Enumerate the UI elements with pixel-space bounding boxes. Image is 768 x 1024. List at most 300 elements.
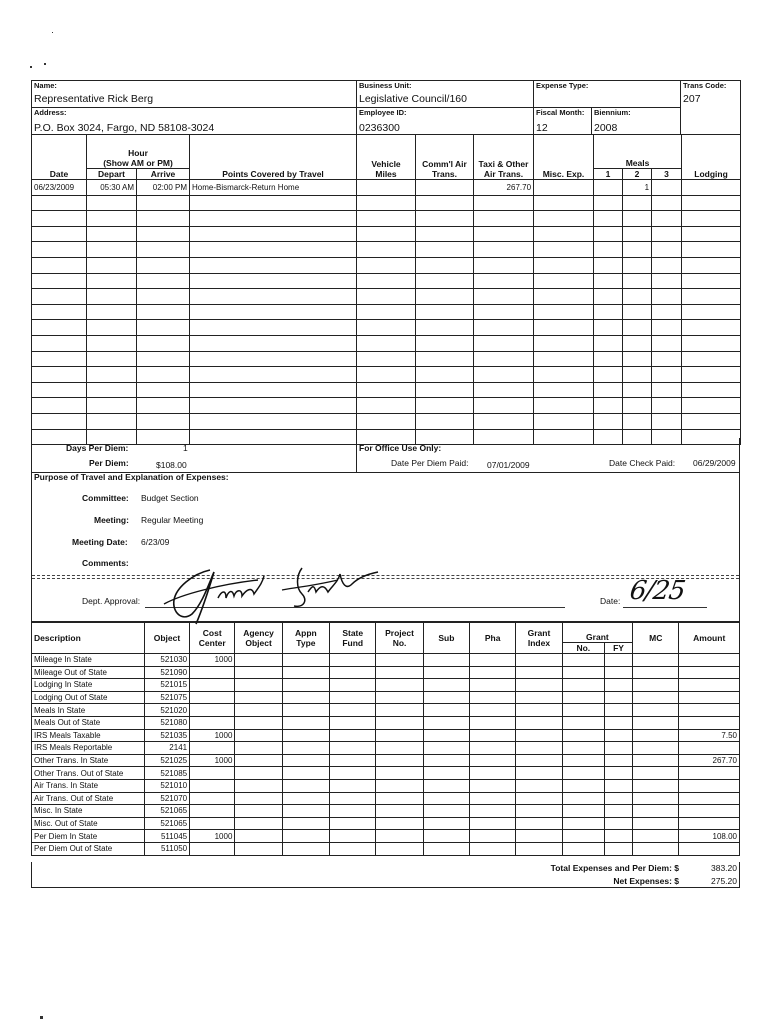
col-description: Description (32, 623, 145, 654)
trip-cell-points (190, 382, 357, 398)
trip-cell-depart (87, 351, 137, 367)
trip-cell-meal2 (623, 413, 652, 429)
trip-cell-meal1 (594, 367, 623, 383)
trip-cell-taxi (474, 413, 534, 429)
meeting-date-label: Meeting Date: (72, 537, 128, 547)
trip-cell-points (190, 211, 357, 227)
trip-cell-misc (534, 413, 594, 429)
col-arrive: Arrive (137, 169, 190, 180)
account-row (32, 729, 740, 742)
trip-cell-meal1 (594, 180, 623, 196)
trip-cell-date (32, 320, 87, 336)
account-cell-blank (516, 742, 562, 755)
account-cell-blank (330, 666, 376, 679)
trip-cell-depart (87, 304, 137, 320)
account-cell-amount (679, 666, 740, 679)
trip-cell-lodging (682, 335, 741, 351)
date-check-paid-label: Date Check Paid: (609, 458, 676, 468)
account-cell-amount (679, 654, 740, 667)
account-cell-object: 521090 (144, 666, 189, 679)
trans-code-label: Trans Code: (683, 81, 727, 90)
trip-cell-depart: 05:30 AM (87, 180, 137, 196)
trip-cell-misc (534, 320, 594, 336)
account-cell-blank (516, 767, 562, 780)
account-cell-cost-center (190, 716, 235, 729)
account-cell-description: Mileage In State (32, 654, 145, 667)
trip-cell-lodging (682, 367, 741, 383)
col-vehicle-miles (357, 135, 416, 180)
account-cell-blank (376, 754, 423, 767)
account-cell-blank (604, 767, 632, 780)
account-cell-blank (604, 805, 632, 818)
col-pha: Pha (470, 623, 516, 654)
committee-value: Budget Section (141, 493, 199, 503)
trip-cell-lodging (682, 351, 741, 367)
trip-cell-misc (534, 382, 594, 398)
col-depart: Depart (87, 169, 137, 180)
col-meal-1: 1 (594, 169, 623, 180)
trip-cell-meal2: 1 (623, 180, 652, 196)
col-hour-label: Hour (128, 148, 148, 158)
account-cell-description: Air Trans. Out of State (32, 792, 145, 805)
account-cell-cost-center (190, 779, 235, 792)
account-cell-blank (423, 704, 469, 717)
account-cell-description: Per Diem In State (32, 830, 145, 843)
trip-cell-meal3 (652, 273, 682, 289)
trip-cell-depart (87, 413, 137, 429)
trip-cell-meal1 (594, 273, 623, 289)
account-cell-blank (282, 792, 329, 805)
col-vehicle-1: Vehicle (371, 159, 401, 169)
total-expenses-value: 383.20 (711, 863, 737, 873)
per-diem-divider (356, 438, 357, 472)
trip-cell-meal2 (623, 367, 652, 383)
comments-label: Comments: (82, 558, 129, 568)
account-cell-blank (330, 842, 376, 855)
account-cell-blank (604, 779, 632, 792)
trip-cell-meal3 (652, 304, 682, 320)
days-per-diem-label: Days Per Diem: (66, 443, 129, 453)
account-cell-blank (423, 792, 469, 805)
account-cell-blank (330, 779, 376, 792)
account-cell-blank (633, 716, 679, 729)
account-cell-object: 521015 (144, 679, 189, 692)
account-body (32, 654, 740, 856)
approval-date-label: Date: (600, 596, 621, 606)
account-cell-blank (562, 805, 604, 818)
trip-row (32, 180, 741, 196)
account-cell-blank (633, 729, 679, 742)
trip-cell-comm-air (416, 211, 474, 227)
trip-cell-date (32, 226, 87, 242)
trip-cell-lodging (682, 195, 741, 211)
header-table (31, 80, 741, 135)
trip-cell-meal3 (652, 398, 682, 414)
account-cell-blank (376, 805, 423, 818)
trip-cell-taxi: 267.70 (474, 180, 534, 196)
biennium-label: Biennium: (594, 108, 631, 117)
trip-cell-meal2 (623, 273, 652, 289)
trip-cell-comm-air (416, 320, 474, 336)
account-cell-blank (562, 830, 604, 843)
trip-cell-meal2 (623, 320, 652, 336)
trip-cell-miles (357, 367, 416, 383)
col-grant: Grant (562, 623, 633, 643)
account-cell-cost-center (190, 704, 235, 717)
trip-row-blank (32, 211, 741, 227)
account-cell-blank (282, 754, 329, 767)
account-cell-blank (330, 716, 376, 729)
business-unit-cell (357, 81, 534, 108)
account-cell-blank (604, 666, 632, 679)
account-cell-amount: 7.50 (679, 729, 740, 742)
trip-cell-meal2 (623, 289, 652, 305)
account-row (32, 767, 740, 780)
account-cell-blank (470, 767, 516, 780)
account-cell-blank (633, 817, 679, 830)
col-cost-center-2: Center (198, 638, 226, 648)
trip-cell-meal2 (623, 351, 652, 367)
account-row (32, 817, 740, 830)
trip-cell-lodging (682, 257, 741, 273)
trip-cell-date (32, 382, 87, 398)
trip-cell-taxi (474, 304, 534, 320)
trip-cell-lodging (682, 304, 741, 320)
trip-cell-misc (534, 226, 594, 242)
col-comm-air-2: Trans. (431, 169, 458, 179)
account-cell-blank (516, 679, 562, 692)
trip-cell-meal3 (652, 351, 682, 367)
account-cell-blank (470, 704, 516, 717)
trip-cell-depart (87, 226, 137, 242)
trip-cell-date (32, 413, 87, 429)
account-cell-blank (282, 842, 329, 855)
trip-row-blank (32, 413, 741, 429)
trip-row-blank (32, 398, 741, 414)
account-cell-cost-center (190, 767, 235, 780)
account-cell-cost-center (190, 666, 235, 679)
col-misc: Misc. Exp. (534, 135, 594, 180)
account-cell-blank (633, 805, 679, 818)
trip-cell-arrive (137, 382, 190, 398)
account-cell-amount (679, 805, 740, 818)
trip-row-blank (32, 289, 741, 305)
account-cell-blank (470, 742, 516, 755)
trip-cell-meal3 (652, 257, 682, 273)
account-cell-blank (604, 691, 632, 704)
approval-signature (162, 564, 382, 628)
trip-cell-miles (357, 242, 416, 258)
scan-speck (52, 32, 53, 33)
meeting-value: Regular Meeting (141, 515, 204, 525)
account-cell-blank (516, 716, 562, 729)
account-cell-blank (470, 654, 516, 667)
trip-cell-points (190, 289, 357, 305)
account-cell-blank (562, 817, 604, 830)
trip-cell-taxi (474, 226, 534, 242)
account-cell-blank (235, 666, 282, 679)
trip-cell-date (32, 398, 87, 414)
account-cell-blank (516, 754, 562, 767)
account-cell-blank (282, 704, 329, 717)
account-cell-blank (562, 742, 604, 755)
trip-cell-points (190, 273, 357, 289)
col-grant-no: No. (562, 643, 604, 654)
trip-cell-points (190, 195, 357, 211)
trip-cell-arrive (137, 242, 190, 258)
account-cell-blank (282, 779, 329, 792)
account-cell-blank (633, 666, 679, 679)
trip-cell-date (32, 211, 87, 227)
account-cell-blank (282, 666, 329, 679)
account-cell-blank (423, 716, 469, 729)
trip-cell-meal1 (594, 382, 623, 398)
account-cell-blank (470, 805, 516, 818)
trip-cell-misc (534, 351, 594, 367)
account-cell-blank (235, 842, 282, 855)
account-cell-blank (633, 767, 679, 780)
trip-cell-meal1 (594, 289, 623, 305)
trip-cell-meal3 (652, 335, 682, 351)
per-diem-value: $108.00 (156, 460, 187, 470)
trip-cell-meal1 (594, 398, 623, 414)
employee-id-value: 0236300 (359, 122, 400, 134)
trip-cell-miles (357, 335, 416, 351)
trip-cell-meal1 (594, 335, 623, 351)
account-cell-blank (562, 754, 604, 767)
account-cell-blank (604, 742, 632, 755)
account-cell-blank (330, 792, 376, 805)
account-cell-blank (562, 729, 604, 742)
col-amount: Amount (679, 623, 740, 654)
trip-cell-comm-air (416, 273, 474, 289)
trip-cell-depart (87, 289, 137, 305)
col-comm-air (416, 135, 474, 180)
trip-cell-meal2 (623, 242, 652, 258)
trip-row-blank (32, 273, 741, 289)
account-cell-object: 511050 (144, 842, 189, 855)
trip-cell-comm-air (416, 289, 474, 305)
account-cell-blank (282, 716, 329, 729)
trip-cell-meal1 (594, 226, 623, 242)
account-cell-blank (330, 767, 376, 780)
account-cell-blank (633, 704, 679, 717)
expense-type-cell (534, 81, 681, 108)
account-cell-blank (423, 842, 469, 855)
trip-cell-taxi (474, 367, 534, 383)
account-cell-blank (376, 792, 423, 805)
account-cell-blank (604, 830, 632, 843)
account-cell-blank (330, 679, 376, 692)
account-cell-cost-center: 1000 (190, 754, 235, 767)
account-cell-blank (633, 754, 679, 767)
biennium-cell (592, 108, 681, 135)
approval-date-line (623, 607, 707, 608)
account-row (32, 830, 740, 843)
account-cell-object: 521080 (144, 716, 189, 729)
trip-cell-misc (534, 273, 594, 289)
trip-cell-meal2 (623, 226, 652, 242)
employee-id-label: Employee ID: (359, 108, 407, 117)
account-row (32, 679, 740, 692)
account-cell-blank (516, 704, 562, 717)
col-meal-2: 2 (623, 169, 652, 180)
account-cell-blank (282, 729, 329, 742)
trip-cell-taxi (474, 382, 534, 398)
account-cell-object: 2141 (144, 742, 189, 755)
account-cell-description: Other Trans. Out of State (32, 767, 145, 780)
total-expenses-label: Total Expenses and Per Diem: $ (550, 863, 679, 873)
meeting-label: Meeting: (94, 515, 129, 525)
account-cell-blank (330, 704, 376, 717)
account-cell-blank (604, 729, 632, 742)
trip-row-blank (32, 382, 741, 398)
col-cost-center (190, 623, 235, 654)
trip-cell-depart (87, 257, 137, 273)
trip-cell-comm-air (416, 351, 474, 367)
trip-cell-meal1 (594, 320, 623, 336)
trip-body (32, 180, 741, 445)
trip-cell-depart (87, 398, 137, 414)
account-cell-blank (235, 754, 282, 767)
account-cell-cost-center (190, 742, 235, 755)
col-appn-type-1: Appn (295, 628, 317, 638)
trip-cell-lodging (682, 211, 741, 227)
trip-cell-miles (357, 413, 416, 429)
account-cell-amount (679, 716, 740, 729)
trip-cell-comm-air (416, 242, 474, 258)
account-cell-blank (282, 679, 329, 692)
trip-cell-meal3 (652, 180, 682, 196)
col-comm-air-1: Comm'l Air (422, 159, 467, 169)
trip-cell-depart (87, 335, 137, 351)
account-cell-description: Per Diem Out of State (32, 842, 145, 855)
account-cell-blank (282, 830, 329, 843)
account-cell-blank (604, 704, 632, 717)
trip-cell-date (32, 289, 87, 305)
col-state-fund (330, 623, 376, 654)
account-row (32, 666, 740, 679)
trip-cell-date (32, 335, 87, 351)
account-cell-blank (604, 792, 632, 805)
account-cell-object: 521070 (144, 792, 189, 805)
trip-cell-comm-air (416, 382, 474, 398)
col-taxi-1: Taxi & Other (478, 159, 529, 169)
trip-cell-arrive (137, 195, 190, 211)
address-label: Address: (34, 108, 67, 117)
trip-row-blank (32, 367, 741, 383)
trip-cell-meal2 (623, 211, 652, 227)
trip-cell-comm-air (416, 180, 474, 196)
meeting-date-value: 6/23/09 (141, 537, 170, 547)
account-table (31, 622, 740, 856)
account-cell-blank (470, 817, 516, 830)
trip-cell-comm-air (416, 413, 474, 429)
col-appn-type (282, 623, 329, 654)
trip-cell-miles (357, 304, 416, 320)
account-cell-blank (376, 779, 423, 792)
account-cell-object: 521020 (144, 704, 189, 717)
account-cell-cost-center (190, 691, 235, 704)
account-row (32, 779, 740, 792)
account-cell-amount (679, 679, 740, 692)
account-cell-blank (235, 654, 282, 667)
trip-cell-date (32, 257, 87, 273)
account-cell-blank (235, 817, 282, 830)
trip-cell-taxi (474, 211, 534, 227)
account-cell-blank (376, 842, 423, 855)
account-cell-blank (470, 779, 516, 792)
trip-cell-date (32, 242, 87, 258)
account-cell-blank (516, 691, 562, 704)
trip-cell-taxi (474, 398, 534, 414)
account-cell-blank (376, 817, 423, 830)
trip-cell-date (32, 273, 87, 289)
trip-cell-misc (534, 242, 594, 258)
net-expenses-label: Net Expenses: $ (613, 876, 679, 886)
account-row (32, 691, 740, 704)
trip-cell-meal2 (623, 382, 652, 398)
trip-row-blank (32, 257, 741, 273)
account-cell-blank (235, 767, 282, 780)
account-cell-blank (516, 830, 562, 843)
trip-cell-points (190, 367, 357, 383)
trip-cell-taxi (474, 273, 534, 289)
account-cell-blank (604, 654, 632, 667)
trip-cell-arrive (137, 211, 190, 227)
trip-cell-date (32, 367, 87, 383)
col-project-1: Project (385, 628, 414, 638)
trip-cell-meal3 (652, 211, 682, 227)
account-cell-blank (330, 654, 376, 667)
account-cell-blank (423, 679, 469, 692)
trip-cell-lodging (682, 273, 741, 289)
account-cell-blank (562, 704, 604, 717)
account-cell-blank (470, 830, 516, 843)
col-object: Object (144, 623, 189, 654)
trip-cell-lodging (682, 226, 741, 242)
trip-cell-meal3 (652, 367, 682, 383)
trip-cell-comm-air (416, 304, 474, 320)
trans-code-value: 207 (683, 93, 701, 105)
trip-row-blank (32, 335, 741, 351)
account-cell-blank (423, 779, 469, 792)
trip-cell-comm-air (416, 335, 474, 351)
account-row (32, 704, 740, 717)
account-row (32, 754, 740, 767)
col-date: Date (32, 135, 87, 180)
trip-cell-arrive (137, 413, 190, 429)
account-cell-blank (470, 691, 516, 704)
trip-cell-meal3 (652, 382, 682, 398)
account-cell-blank (376, 716, 423, 729)
name-label: Name: (34, 81, 57, 90)
employee-id-cell (357, 108, 534, 135)
account-row (32, 742, 740, 755)
account-cell-blank (423, 805, 469, 818)
account-cell-blank (633, 691, 679, 704)
trip-cell-meal2 (623, 304, 652, 320)
col-grant-fy: FY (604, 643, 632, 654)
trip-cell-points (190, 304, 357, 320)
account-cell-blank (330, 754, 376, 767)
account-cell-description: IRS Meals Taxable (32, 729, 145, 742)
account-cell-blank (330, 805, 376, 818)
trip-cell-misc (534, 367, 594, 383)
account-cell-blank (282, 805, 329, 818)
trip-cell-miles (357, 351, 416, 367)
name-value: Representative Rick Berg (34, 93, 154, 105)
